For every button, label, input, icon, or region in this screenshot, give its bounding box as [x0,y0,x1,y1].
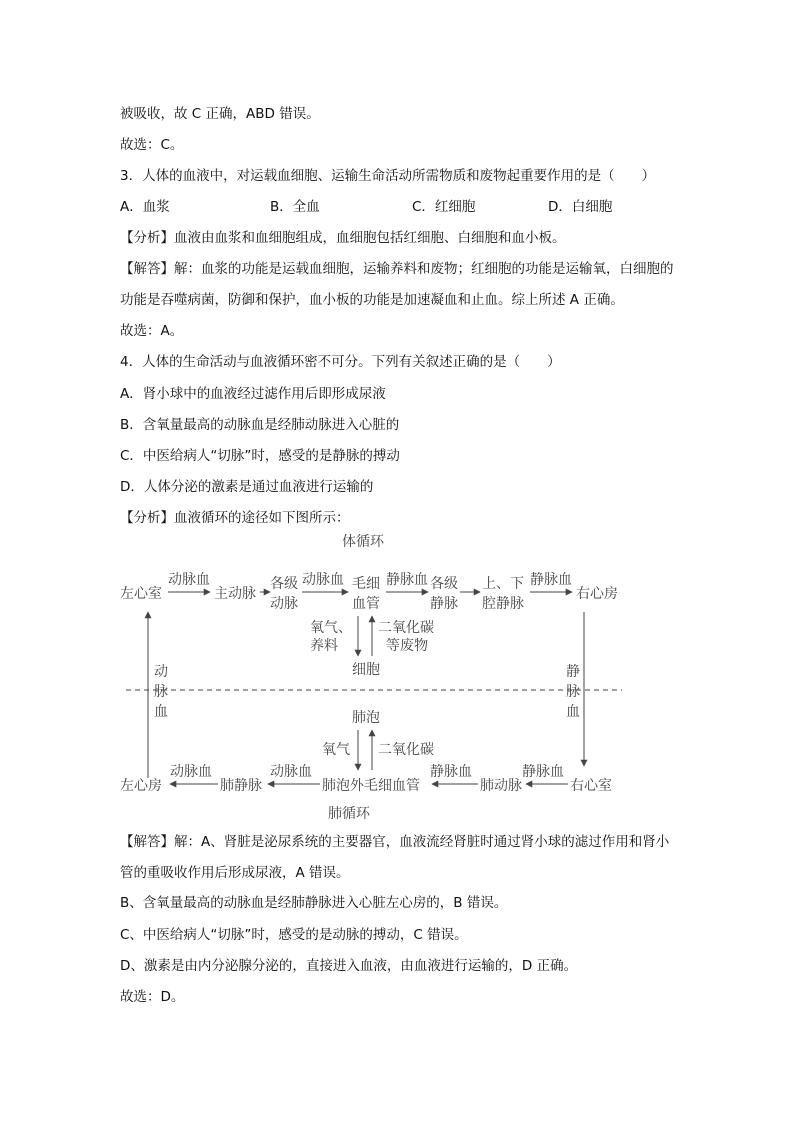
capillary-label: 毛细 [352,576,380,592]
venous-blood-label: 静脉血 [530,572,572,588]
vena-cava-label: 上、下 [482,576,524,592]
vertical-label: 脉 [154,684,168,700]
option-b: B．含氧量最高的动脉血是经肺动脉进入心脏的 [120,417,400,433]
alveolus-label: 肺泡 [352,710,380,726]
venous-blood-label: 静脉血 [430,764,472,780]
vertical-label: 血 [566,704,580,720]
answer-b: B、含氧量最高的动脉血是经肺静脉进入心脏左心房的，B 错误。 [120,895,508,911]
analysis: 【分析】血液由血浆和血细胞组成，血细胞包括红细胞、白细胞和血小板。 [120,230,566,246]
venous-blood-label: 静脉血 [386,572,428,588]
oxygen-label: 氧气 [322,742,350,758]
option-d: D．白细胞 [548,199,613,215]
arteries-label: 动脉 [270,596,298,612]
text-line: 被吸收，故 C 正确，ABD 错误。 [120,106,320,122]
left-ventricle-label: 左心室 [120,586,162,602]
oxygen-nutrients-label: 养料 [310,638,338,654]
pulmonary-title: 肺循环 [328,806,370,822]
cell-label: 细胞 [352,662,380,678]
venous-blood-label: 静脉血 [522,764,564,780]
answer: 【解答】解：A、肾脏是泌尿系统的主要器官，血液流经肾脏时通过肾小球的滤过作用和肾小管的重吸收作用后形成尿液，A 错误。 [120,834,670,881]
alveolar-capillary-label: 肺泡外毛细血管 [322,778,420,794]
answer-d: D、激素是由内分泌腺分泌的，直接进入血液，由血液进行运输的，D 正确。 [120,958,578,974]
arterial-blood-label: 动脉血 [270,764,312,780]
capillary-label: 血管 [352,596,380,612]
question-4: 4．人体的生命活动与血液循环密不可分。下列有关叙述正确的是（ ） [120,354,561,370]
pulmonary-artery-label: 肺动脉 [480,778,522,794]
option-c: C．中医给病人“切脉”时，感受的是静脉的搏动 [120,448,400,464]
arterial-blood-label: 动脉血 [170,764,212,780]
veins-label: 静脉 [430,596,458,612]
option-a: A．肾小球中的血液经过滤作用后即形成尿液 [120,386,386,402]
veins-label: 各级 [430,576,458,592]
arteries-label: 各级 [270,576,298,592]
answer: 【解答】解：血浆的功能是运载血细胞，运输养料和废物；红细胞的功能是运输氧，白细胞的功能是吞噬病菌，防御和保护，血小板的功能是加速凝血和止血。综上所述 A 正确。 [120,261,674,308]
blood-circulation-diagram [110,528,630,828]
vertical-label: 动 [154,664,168,680]
vertical-label: 静 [566,664,580,680]
option-d: D．人体分泌的激素是通过血液进行运输的 [120,479,374,495]
arterial-blood-label: 动脉血 [168,572,210,588]
text-line: 故选：C。 [120,137,184,153]
arterial-blood-label: 动脉血 [302,572,344,588]
vertical-label: 血 [154,704,168,720]
analysis: 【分析】血液循环的途径如下图所示： [120,510,350,526]
choice: 故选：D。 [120,989,185,1005]
vertical-label: 脉 [566,684,580,700]
choice: 故选：A。 [120,323,184,339]
right-ventricle-label: 右心室 [570,778,612,794]
option-b: B．全血 [270,199,320,215]
right-atrium-label: 右心房 [576,586,618,602]
co2-waste-label: 等废物 [386,638,428,654]
left-atrium-label: 左心房 [120,778,162,794]
co2-waste-label: 二氧化碳 [378,620,434,636]
aorta-label: 主动脉 [214,586,256,602]
vena-cava-label: 腔静脉 [482,596,524,612]
option-c: C．红细胞 [412,199,476,215]
option-a: A．血浆 [120,199,170,215]
oxygen-nutrients-label: 氧气、 [310,620,352,636]
systemic-title: 体循环 [342,534,384,550]
question-3: 3．人体的血液中，对运载血细胞、运输生命活动所需物质和废物起重要作用的是（ ） [120,168,656,184]
co2-label: 二氧化碳 [378,742,434,758]
answer-c: C、中医给病人“切脉”时，感受的是动脉的搏动，C 错误。 [120,927,468,943]
pulmonary-vein-label: 肺静脉 [220,778,262,794]
